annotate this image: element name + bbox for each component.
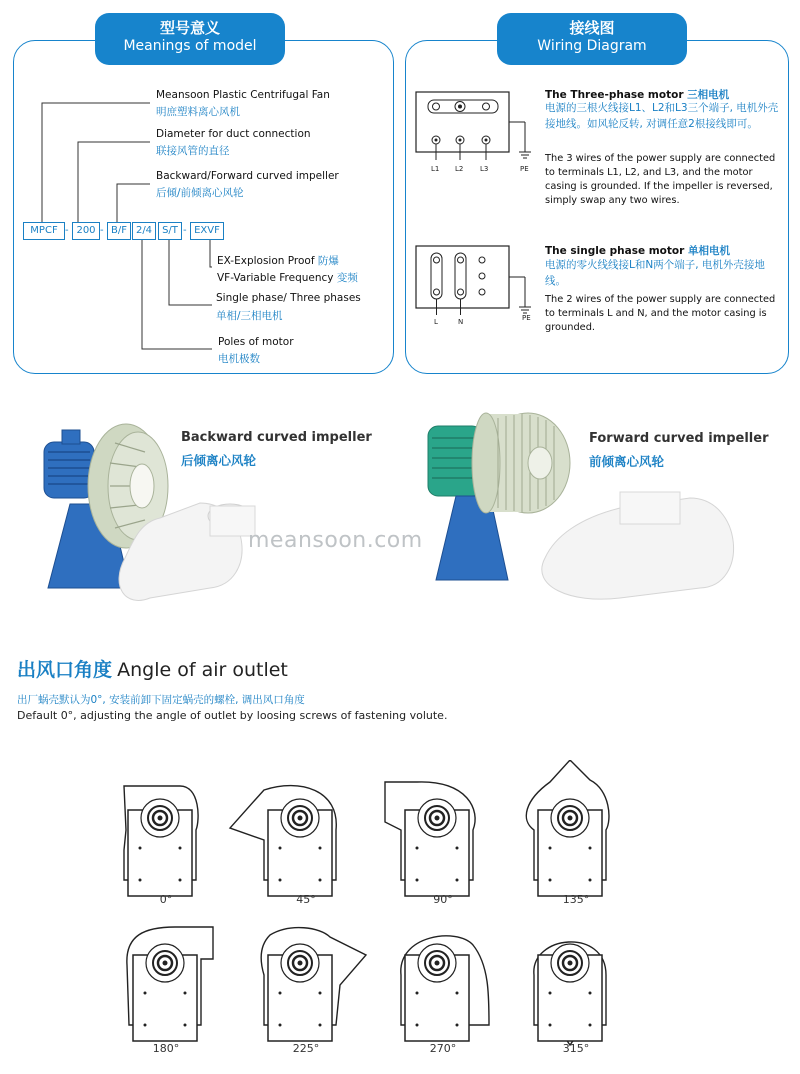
angle-title: [17, 655, 288, 682]
single-phase-diagram: [413, 243, 533, 328]
backward-impeller-title: Backward curved impeller: [181, 430, 372, 445]
angle-label-270: 270°: [429, 1042, 457, 1055]
angle-label-90: 90°: [433, 893, 453, 906]
model-code-phase: S/T: [158, 222, 182, 240]
outlet-angle-diagrams: [0, 760, 800, 1060]
terminal-l3: L3: [480, 165, 489, 173]
label-impeller-en: Backward/Forward curved impeller: [156, 170, 339, 182]
model-tab-en: Meanings of model: [123, 38, 257, 54]
wiring-tab-en: Wiring Diagram: [537, 38, 647, 54]
label-diameter-cn: 联接风管的直径: [156, 145, 230, 157]
angle-label-0: 0°: [159, 893, 173, 906]
terminal-n: N: [458, 318, 464, 326]
backward-impeller-cn: 后倾离心风轮: [181, 453, 257, 468]
angle-label-135: 135°: [562, 893, 590, 906]
single-phase-desc-en: The 2 wires of the power supply are connected to terminals L and N, and the motor casing is grounded.: [545, 294, 776, 333]
label-ex-cn: 防爆: [317, 255, 339, 267]
outlet-225-deg: [261, 928, 366, 1041]
angle-label-45: 45°: [296, 893, 316, 906]
terminal-l: L: [434, 318, 438, 326]
angle-title-cn: 出风口角度: [17, 659, 113, 681]
terminal-l2: L2: [455, 165, 464, 173]
three-phase-title-cn: 三相电机: [687, 89, 730, 101]
outlet-180-deg: [127, 927, 213, 1041]
label-vf-en: [217, 270, 358, 285]
model-code-bf: B/F: [107, 222, 131, 240]
wiring-tab-cn: 接线图: [569, 19, 615, 37]
label-poles-cn: 电机极数: [218, 353, 260, 365]
three-phase-title-en: The Three-phase motor: [545, 89, 684, 101]
terminal-pe: PE: [520, 165, 529, 173]
forward-impeller-cn: 前倾离心风轮: [589, 454, 665, 469]
watermark-text: meansoon.com: [248, 528, 423, 553]
outlet-135-deg: [526, 760, 609, 896]
outlet-45-deg: [230, 786, 336, 896]
angle-title-en: Angle of air outlet: [117, 659, 288, 681]
outlet-270-deg: [401, 936, 489, 1041]
angle-label-225: 225°: [292, 1042, 320, 1055]
model-dash: -: [183, 225, 187, 236]
label-diameter-en: Diameter for duct connection: [156, 128, 311, 140]
single-phase-desc-cn: 电源的零火线线接L和N两个端子, 电机外壳接地线。: [545, 259, 765, 287]
angle-note-cn: 出厂蜗壳默认为0°, 安装前卸下固定蜗壳的螺栓, 调出风口角度: [17, 694, 305, 706]
angle-label-180: 180°: [152, 1042, 180, 1055]
single-phase-title: [545, 243, 730, 258]
single-phase-title-en: The single phase motor: [545, 245, 685, 257]
forward-impeller-title: Forward curved impeller: [589, 431, 769, 446]
label-vf-cn: 变频: [336, 272, 358, 284]
label-brand-cn: 明庶塑料离心风机: [156, 106, 240, 118]
model-code-mpcf: MPCF: [23, 222, 65, 240]
label-phase-cn: 单相/三相电机: [216, 310, 283, 322]
outlet-315-deg: [534, 942, 606, 1045]
terminal-l1: L1: [431, 165, 440, 173]
model-code-exvf: EXVF: [190, 222, 224, 240]
wiring-tab: [497, 13, 687, 65]
single-phase-title-cn: 单相电机: [687, 245, 730, 257]
three-phase-desc-cn: 电源的三根火线接L1、L2和L3三个端子, 电机外壳接地线。如风轮反转, 对调任意2根接线即可。: [545, 102, 779, 130]
three-phase-desc-en: The 3 wires of the power supply are connected to terminals L1, L2, and L3, and the motor casing is grounded. If the impeller is reversed, simply swap any two wires.: [545, 153, 776, 206]
angle-label-315: 315°: [562, 1042, 590, 1055]
model-tab-cn: 型号意义: [159, 19, 220, 37]
label-ex-en: [217, 253, 339, 268]
model-code-200: 200: [72, 222, 100, 240]
terminal-pe-single: PE: [522, 314, 531, 322]
label-poles-en: Poles of motor: [218, 336, 294, 348]
label-impeller-cn: 后倾/前倾离心风轮: [156, 187, 244, 199]
outlet-0-deg: [124, 786, 198, 896]
model-code-poles: 2/4: [132, 222, 156, 240]
label-vf-en-text: VF-Variable Frequency: [217, 272, 334, 284]
model-dash: -: [100, 225, 104, 236]
label-brand-en: Meansoon Plastic Centrifugal Fan: [156, 89, 330, 101]
angle-note-en: Default 0°, adjusting the angle of outlet by loosing screws of fastening volute.: [17, 709, 448, 722]
outlet-90-deg: [385, 782, 475, 896]
model-dash: -: [65, 225, 69, 236]
label-ex-en-text: EX-Explosion Proof: [217, 255, 315, 267]
label-phase-en: Single phase/ Three phases: [216, 292, 361, 304]
